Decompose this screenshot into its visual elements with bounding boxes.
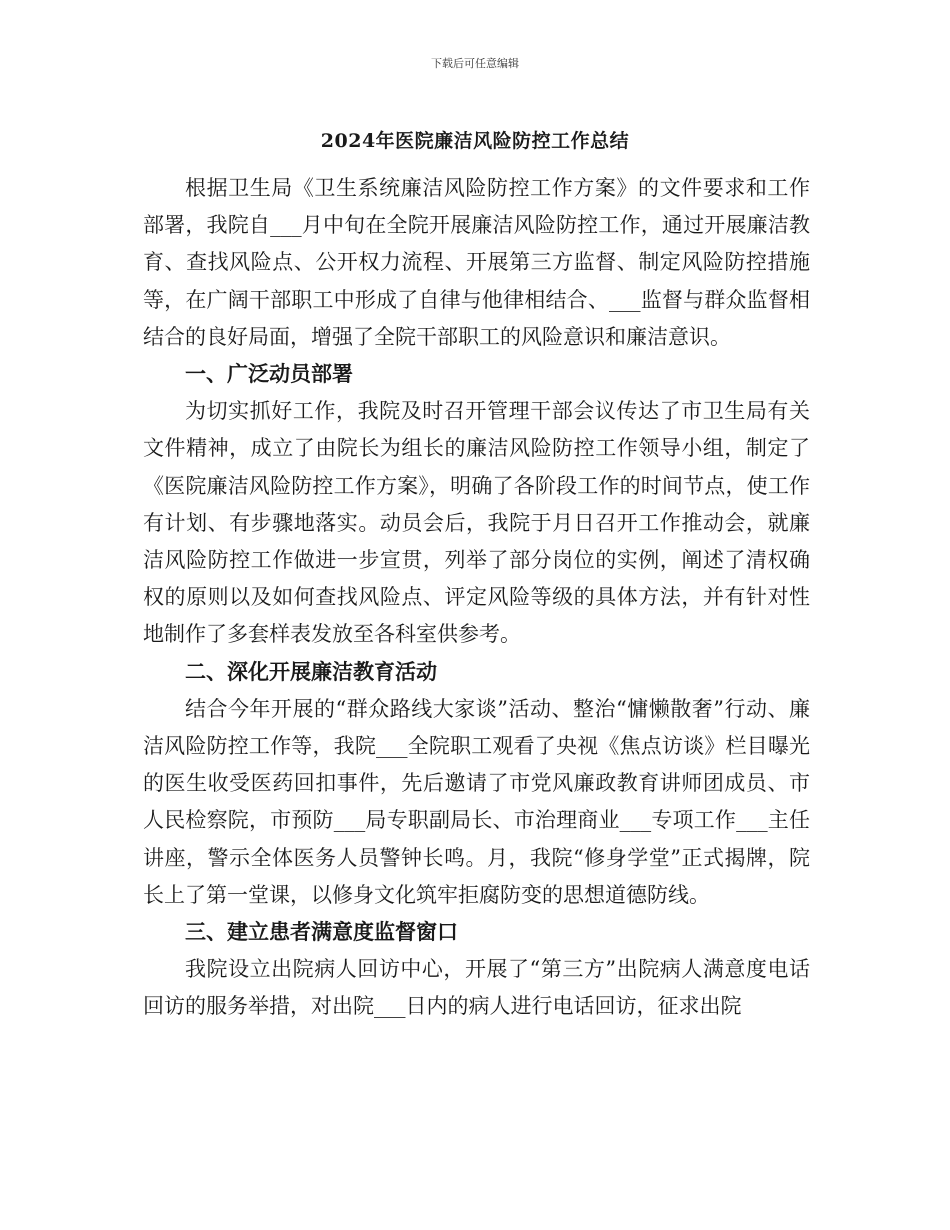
section-heading-3: 三、建立患者满意度监督窗口 [185,920,458,945]
section-heading-2: 二、深化开展廉洁教育活动 [185,659,437,684]
section-heading-1: 一、广泛动员部署 [185,362,353,387]
section-1-paragraph: 为切实抓好工作，我院及时召开管理干部会议传达了市卫生局有关文件精神，成立了由院长为组长的廉洁风险防控工作领导小组，制定了《医院廉洁风险防控工作方案》，明确了各阶段工作的时间节点，使工作有计划、有步骤地落实。动员会后，我院于月日召开工作推动会，就廉洁风险防控工作做进一步宣贯，列举了部分岗位的实例，阐述了清权确权的原则以及如何查找风险点、评定风险等级的具体方法，并有针对性地制作了多套样表发放至各科室供参考。 [143,399,810,647]
section-3-paragraph: 我院设立出院病人回访中心，开展了“第三方”出院病人满意度电话回访的服务举措，对出院___日内的病人进行电话回访，征求出院 [143,957,810,1019]
document-body [143,170,810,1026]
intro-paragraph: 根据卫生局《卫生系统廉洁风险防控工作方案》的文件要求和工作部署，我院自___月中旬在全院开展廉洁风险防控工作，通过开展廉洁教育、查找风险点、公开权力流程、开展第三方监督、制定风险防控措施等，在广阔干部职工中形成了自律与他律相结合、___监督与群众监督相结合的良好局面，增强了全院干部职工的风险意识和廉洁意识。 [143,176,810,349]
section-2-paragraph: 结合今年开展的“群众路线大家谈”活动、整治“慵懒散奢”行动、廉洁风险防控工作等，我院___全院职工观看了央视《焦点访谈》栏目曝光的医生收受医药回扣事件，先后邀请了市党风廉政教育讲师团成员、市人民检察院，市预防___局专职副局长、市治理商业___专项工作___主任讲座，警示全体医务人员警钟长鸣。月，我院“修身学堂”正式揭牌，院长上了第一堂课，以修身文化筑牢拒腐防变的思想道德防线。 [143,696,810,907]
header-note: 下载后可任意编辑 [431,57,519,70]
document-title: 2024年医院廉洁风险防控工作总结 [320,130,630,152]
